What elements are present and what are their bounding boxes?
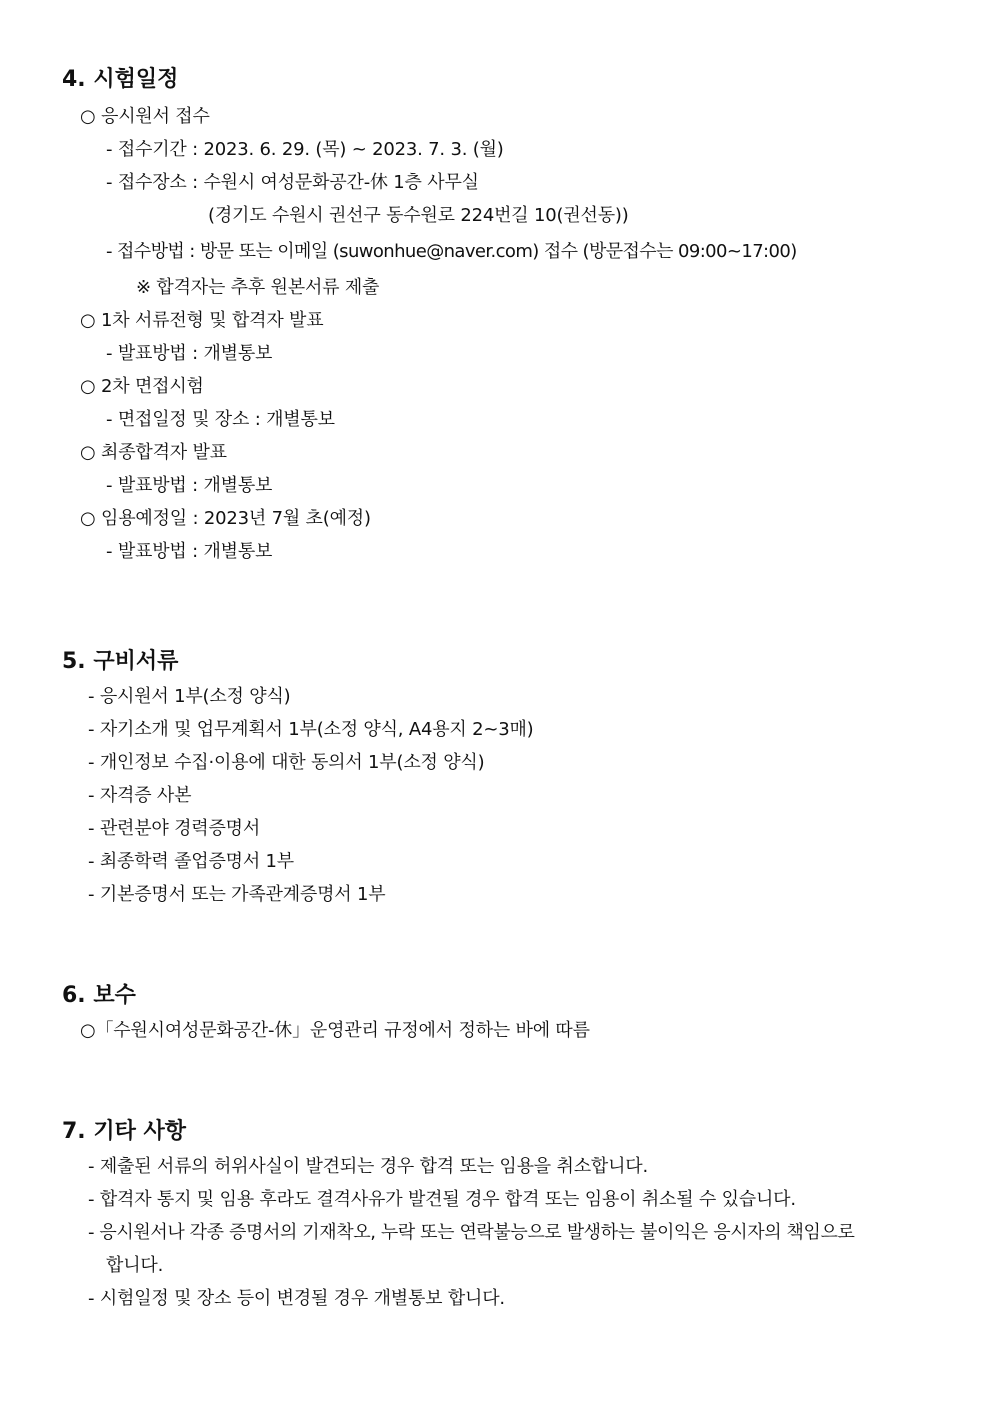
original-documents-note: ※ 합격자는 추후 원본서류 제출 bbox=[136, 277, 380, 298]
required-doc-item: - 응시원서 1부(소정 양식) bbox=[88, 686, 291, 707]
required-doc-item: - 최종학력 졸업증명서 1부 bbox=[88, 851, 294, 872]
other-matter-continuation: 합니다. bbox=[106, 1255, 164, 1276]
other-matter-item: - 합격자 통지 및 임용 후라도 결격사유가 발견될 경우 합격 또는 임용이 취소될 수 있습니다. bbox=[88, 1189, 796, 1210]
application-receipt-item: ○ 응시원서 접수 bbox=[80, 106, 210, 127]
section-4-heading: 4. 시험일정 bbox=[62, 67, 179, 92]
second-interview-item: ○ 2차 면접시험 bbox=[80, 376, 204, 397]
other-matter-item: - 제출된 서류의 허위사실이 발견되는 경우 합격 또는 임용을 취소합니다. bbox=[88, 1156, 648, 1177]
receipt-place-line: - 접수장소 : 수원시 여성문화공간-休 1층 사무실 bbox=[106, 172, 479, 193]
required-doc-item: - 자격증 사본 bbox=[88, 785, 192, 806]
other-matter-item: - 시험일정 및 장소 등이 변경될 경우 개별통보 합니다. bbox=[88, 1288, 505, 1309]
section-7-heading: 7. 기타 사항 bbox=[62, 1119, 186, 1144]
appointment-date-item: ○ 임용예정일 : 2023년 7월 초(예정) bbox=[80, 508, 371, 529]
interview-schedule-line: - 면접일정 및 장소 : 개별통보 bbox=[106, 409, 335, 430]
final-pass-item: ○ 최종합격자 발표 bbox=[80, 442, 227, 463]
other-matter-item: - 응시원서나 각종 증명서의 기재착오, 누락 또는 연락불능으로 발생하는 불이익은 응시자의 책임으로 bbox=[88, 1222, 855, 1243]
final-announcement-method: - 발표방법 : 개별통보 bbox=[106, 475, 273, 496]
required-doc-item: - 관련분야 경력증명서 bbox=[88, 818, 261, 839]
appointment-announcement-method: - 발표방법 : 개별통보 bbox=[106, 541, 273, 562]
receipt-address-line: (경기도 수원시 권선구 동수원로 224번길 10(권선동)) bbox=[208, 205, 629, 226]
required-doc-item: - 자기소개 및 업무계획서 1부(소정 양식, A4용지 2~3매) bbox=[88, 719, 534, 740]
section-6-heading: 6. 보수 bbox=[62, 983, 136, 1008]
receipt-period-line: - 접수기간 : 2023. 6. 29. (목) ~ 2023. 7. 3. (월) bbox=[106, 139, 504, 160]
receipt-method-line: - 접수방법 : 방문 또는 이메일 (suwonhue@naver.com) 접수 (방문접수는 09:00~17:00) bbox=[106, 241, 797, 262]
section-5-heading: 5. 구비서류 bbox=[62, 649, 179, 674]
required-doc-item: - 개인정보 수집·이용에 대한 동의서 1부(소정 양식) bbox=[88, 752, 485, 773]
salary-rule-line: ○「수원시여성문화공간-休」운영관리 규정에서 정하는 바에 따름 bbox=[80, 1020, 590, 1041]
first-announcement-method: - 발표방법 : 개별통보 bbox=[106, 343, 273, 364]
first-screening-item: ○ 1차 서류전형 및 합격자 발표 bbox=[80, 310, 324, 331]
required-doc-item: - 기본증명서 또는 가족관계증명서 1부 bbox=[88, 884, 386, 905]
